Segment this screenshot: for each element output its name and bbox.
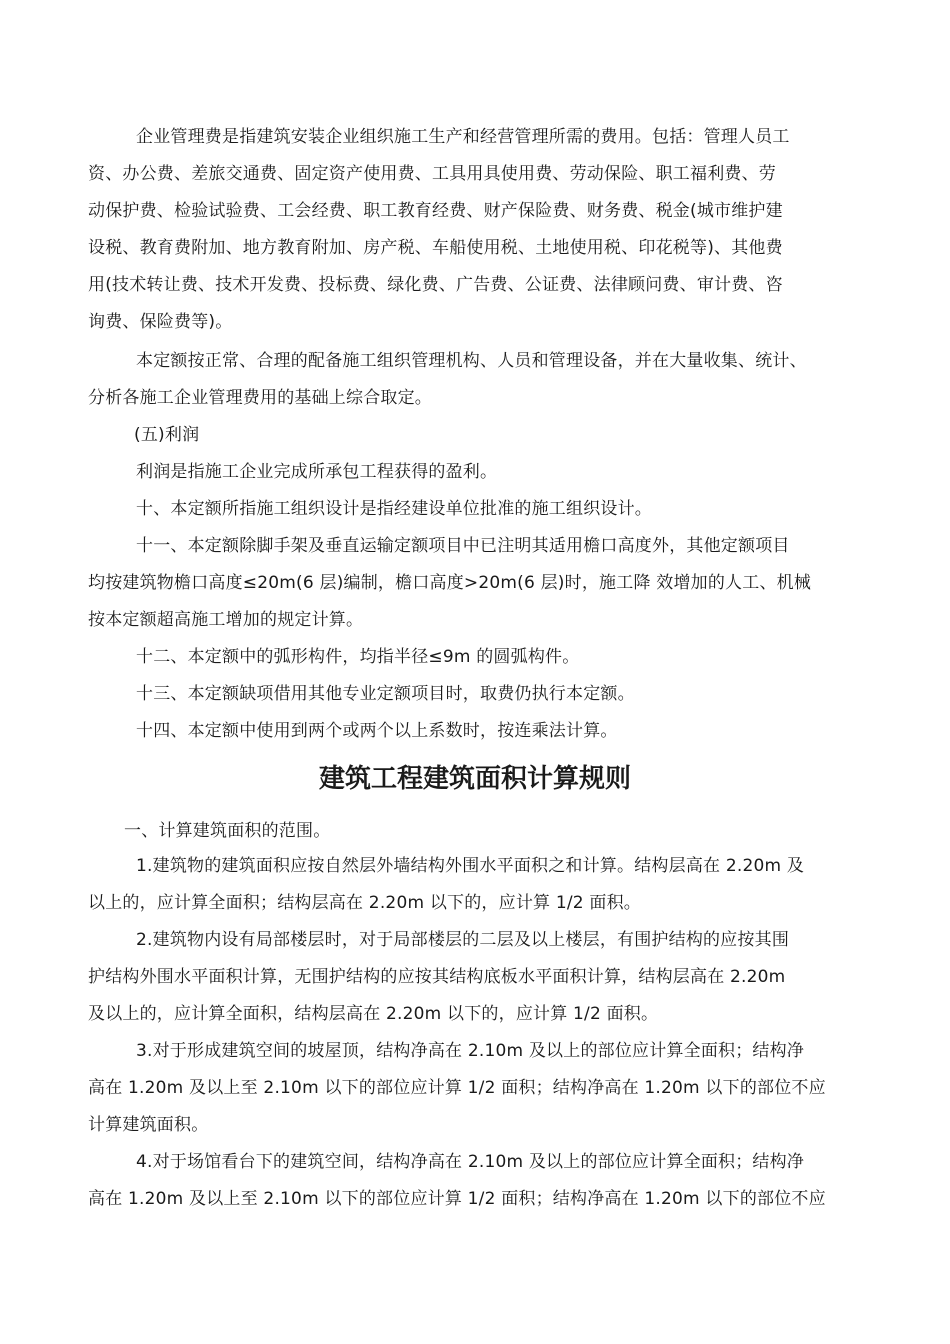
paragraph-line: 高在 1.20m 及以上至 2.10m 以下的部位应计算 1/2 面积；结构净高在 1.20m 以下的部位不应	[88, 1078, 826, 1098]
paragraph-line: 动保护费、检验试验费、工会经费、职工教育经费、财产保险费、财务费、税金(城市维护建	[88, 201, 783, 221]
page-title: 建筑工程建筑面积计算规则	[318, 764, 631, 794]
paragraph-line: 高在 1.20m 及以上至 2.10m 以下的部位应计算 1/2 面积；结构净高在 1.20m 以下的部位不应	[88, 1189, 826, 1209]
paragraph-line: 按本定额超高施工增加的规定计算。	[88, 610, 364, 630]
paragraph-line: 企业管理费是指建筑安装企业组织施工生产和经营管理所需的费用。包括：管理人员工	[136, 127, 790, 147]
paragraph-line: 均按建筑物檐口高度≤20m(6 层)编制，檐口高度>20m(6 层)时，施工降 效增加的人工、机械	[88, 573, 812, 593]
paragraph-line: 十一、本定额除脚手架及垂直运输定额项目中已注明其适用檐口高度外，其他定额项目	[136, 536, 790, 556]
paragraph-line: 3.对于形成建筑空间的坡屋顶，结构净高在 2.10m 及以上的部位应计算全面积；结构净	[136, 1041, 805, 1061]
paragraph-line: 分析各施工企业管理费用的基础上综合取定。	[88, 388, 432, 408]
paragraph-line: 1.建筑物的建筑面积应按自然层外墙结构外围水平面积之和计算。结构层高在 2.20m 及	[136, 856, 805, 876]
paragraph-line: 十三、本定额缺项借用其他专业定额项目时，取费仍执行本定额。	[136, 684, 635, 704]
paragraph-line: 十、本定额所指施工组织设计是指经建设单位批准的施工组织设计。	[136, 499, 652, 519]
paragraph-line: 十四、本定额中使用到两个或两个以上系数时，按连乘法计算。	[136, 721, 618, 741]
section-heading: 一、计算建筑面积的范围。	[124, 821, 331, 841]
paragraph-line: 计算建筑面积。	[88, 1115, 209, 1135]
paragraph-line: 4.对于场馆看台下的建筑空间，结构净高在 2.10m 及以上的部位应计算全面积；结构净	[136, 1152, 805, 1172]
paragraph-line: 护结构外围水平面积计算，无围护结构的应按其结构底板水平面积计算，结构层高在 2.20m	[88, 967, 786, 987]
paragraph-line: 2.建筑物内设有局部楼层时，对于局部楼层的二层及以上楼层，有围护结构的应按其围	[136, 930, 790, 950]
paragraph-line: 询费、保险费等)。	[88, 312, 233, 332]
paragraph-line: 用(技术转让费、技术开发费、投标费、绿化费、广告费、公证费、法律顾问费、审计费、咨	[88, 275, 783, 295]
paragraph-line: 以上的，应计算全面积；结构层高在 2.20m 以下的，应计算 1/2 面积。	[88, 893, 641, 913]
paragraph-line: 利润是指施工企业完成所承包工程获得的盈利。	[136, 462, 498, 482]
paragraph-line: 资、办公费、差旅交通费、固定资产使用费、工具用具使用费、劳动保险、职工福利费、劳	[88, 164, 776, 184]
paragraph-line: 十二、本定额中的弧形构件，均指半径≤9m 的圆弧构件。	[136, 647, 580, 667]
paragraph-line: 本定额按正常、合理的配备施工组织管理机构、人员和管理设备，并在大量收集、统计、	[136, 351, 807, 371]
paragraph-line: 设税、教育费附加、地方教育附加、房产税、车船使用税、土地使用税、印花税等)、其他费	[88, 238, 783, 258]
section-heading: (五)利润	[134, 425, 200, 445]
paragraph-line: 及以上的，应计算全面积，结构层高在 2.20m 以下的，应计算 1/2 面积。	[88, 1004, 659, 1024]
